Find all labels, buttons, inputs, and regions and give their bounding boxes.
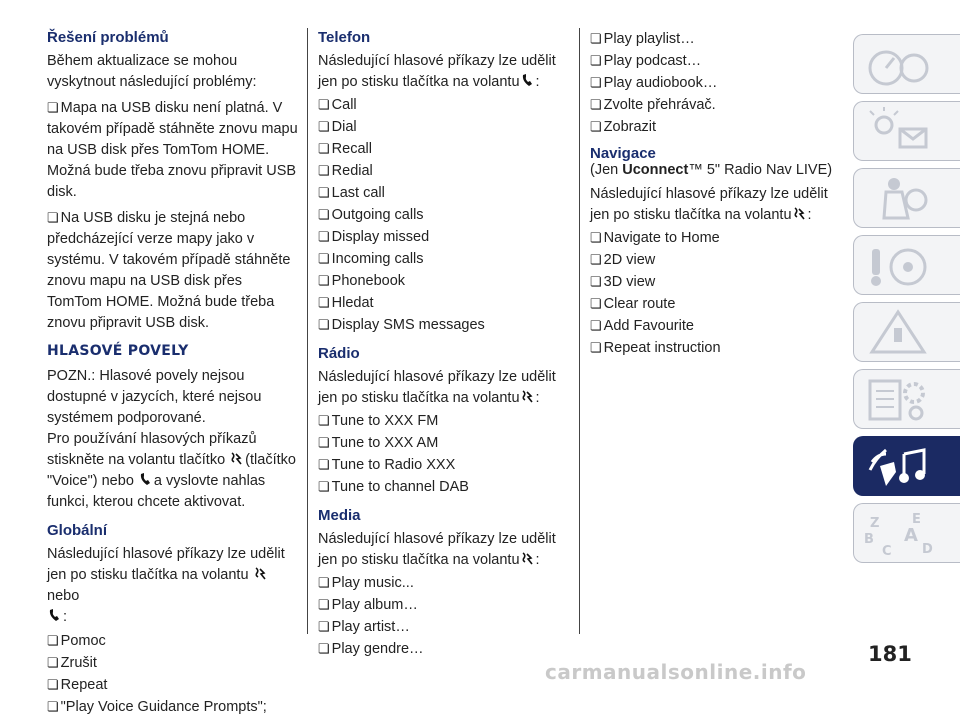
alphabet-index-icon [864, 509, 934, 559]
column-divider [307, 28, 308, 634]
list-item: ❏Hledat [318, 292, 573, 314]
media-list [318, 572, 573, 660]
voice-button-icon [793, 206, 807, 221]
list-item: ❏Recall [318, 138, 573, 160]
list-item: ❏Repeat instruction [590, 337, 840, 359]
list-item: ❏Play audiobook… [590, 72, 840, 94]
warning-lights-icon [864, 107, 934, 157]
svg-text:A: A [904, 525, 918, 546]
seat-airbag-icon [864, 174, 934, 224]
checkbox-icon [590, 337, 602, 359]
checkbox-icon [590, 293, 602, 315]
list-item: ❏Tune to XXX AM [318, 432, 573, 454]
svg-text:B: B [864, 532, 874, 547]
list-item: ❏Pomoc [47, 630, 299, 652]
checkbox-icon [318, 314, 330, 336]
checkbox-icon [590, 50, 602, 72]
phone-list [318, 94, 573, 336]
list-item: ❏Play artist… [318, 616, 573, 638]
phone-button-icon [139, 472, 153, 487]
dashboard-icon [864, 40, 934, 90]
list-item: ❏Repeat [47, 674, 299, 696]
list-item: ❏Display missed [318, 226, 573, 248]
warning-triangle-icon [864, 308, 934, 358]
list-item: ❏Incoming calls [318, 248, 573, 270]
checkbox-icon [318, 572, 330, 594]
voice-button-icon [521, 551, 535, 566]
column-2 [318, 28, 573, 660]
list-item: ❏Play playlist… [590, 28, 840, 50]
global-intro: Následující hlasové příkazy lze udělit jen po stisku tlačítka na volantu nebo : [47, 546, 285, 625]
list-item: ❏Navigate to Home [590, 227, 840, 249]
list-item: ❏Play podcast… [590, 50, 840, 72]
checkbox-icon [590, 249, 602, 271]
list-item: ❏Zobrazit [590, 116, 840, 138]
checkbox-icon [318, 638, 330, 660]
column-3 [590, 28, 840, 359]
watermark: carmanualsonline.info [545, 660, 807, 684]
checkbox-icon [318, 116, 330, 138]
checkbox-icon [318, 410, 330, 432]
list-item: ❏Zrušit [47, 652, 299, 674]
tab-multimedia[interactable] [853, 436, 960, 496]
tab-tools-maintenance[interactable] [853, 369, 960, 429]
list-item: ❏Last call [318, 182, 573, 204]
list-item: ❏3D view [590, 271, 840, 293]
list-item: ❏Zvolte přehrávač. [590, 94, 840, 116]
checkbox-icon [318, 616, 330, 638]
svg-text:C: C [882, 544, 892, 559]
column-divider [579, 28, 580, 634]
tools-maintenance-icon [864, 375, 934, 425]
radio-list [318, 410, 573, 498]
phone-intro: Následující hlasové příkazy lze udělit jen po stisku tlačítka na volantu : [318, 53, 556, 90]
voice-button-icon [230, 451, 244, 466]
list-item: ❏Add Favourite [590, 315, 840, 337]
navigation-subheading: (Jen Uconnect™ 5" Radio Nav LIVE) [590, 162, 833, 178]
checkbox-icon [47, 696, 59, 718]
checkbox-icon [47, 652, 59, 674]
list-item: ❏Clear route [590, 293, 840, 315]
note-unsupported-languages: POZN.: Hlasové povely nejsou dostupné v jazycích, které nejsou systémem podporované. [47, 368, 262, 426]
heading-global: Globální [47, 522, 107, 539]
note-usage: Pro používání hlasových příkazů stiskněte na volantu tlačítko (tlačítko "Voice") nebo a vyslovte nahlas funkci, kterou chcete aktivovat. [47, 431, 296, 510]
tab-alphabet-index[interactable] [853, 503, 960, 563]
tab-key-steering[interactable] [853, 235, 960, 295]
media-intro: Následující hlasové příkazy lze udělit jen po stisku tlačítka na volantu : [318, 531, 556, 568]
svg-text:Z: Z [870, 516, 880, 531]
tab-warning-triangle[interactable] [853, 302, 960, 362]
phone-button-icon [521, 73, 535, 88]
key-steering-icon [864, 241, 934, 291]
checkbox-icon [590, 271, 602, 293]
checkbox-icon [47, 630, 59, 652]
checkbox-icon [318, 248, 330, 270]
global-list [47, 630, 299, 718]
checkbox-icon [318, 432, 330, 454]
heading-navigation: Navigace [590, 145, 656, 162]
radio-intro: Následující hlasové příkazy lze udělit jen po stisku tlačítka na volantu : [318, 369, 556, 406]
list-item: ❏Play gendre… [318, 638, 573, 660]
list-item: ❏Play album… [318, 594, 573, 616]
voice-button-icon [521, 389, 535, 404]
heading-phone: Telefon [318, 29, 371, 46]
tab-dashboard[interactable] [853, 34, 960, 94]
checkbox-icon [590, 227, 602, 249]
list-item: ❏Tune to XXX FM [318, 410, 573, 432]
problem-2: ❏Na USB disku je stejná nebo předcházející verze mapy jako v systému. V takovém případě stáhněte znovu mapu na USB disk přes TomTom HOME. Možná bude třeba znovu připravit USB disk. [47, 207, 299, 334]
list-item: ❏Play music... [318, 572, 573, 594]
checkbox-icon [318, 270, 330, 292]
heading-radio: Rádio [318, 345, 360, 362]
media-list-continued [590, 28, 840, 138]
phone-button-icon [48, 608, 62, 623]
voice-button-icon [254, 566, 268, 581]
heading-media: Media [318, 507, 361, 524]
checkbox-icon [590, 72, 602, 94]
list-item: ❏"Play Voice Guidance Prompts"; [47, 696, 299, 718]
tab-seat-airbag[interactable] [853, 168, 960, 228]
list-item: ❏Display SMS messages [318, 314, 573, 336]
checkbox-icon [590, 94, 602, 116]
checkbox-icon [318, 138, 330, 160]
column-1 [47, 28, 299, 718]
troubleshoot-intro: Během aktualizace se mohou vyskytnout následující problémy: [47, 53, 257, 90]
checkbox-icon [318, 292, 330, 314]
problem-1: ❏Mapa na USB disku není platná. V takovém případě stáhněte znovu mapu na USB disk přes TomTom HOME. Možná bude třeba znovu připravit USB disk. [47, 97, 299, 203]
checkbox-icon [590, 116, 602, 138]
checkbox-icon [318, 476, 330, 498]
checkbox-icon [318, 226, 330, 248]
checkbox-icon [47, 674, 59, 696]
multimedia-icon [864, 442, 934, 492]
navigation-list [590, 227, 840, 359]
checkbox-icon [318, 94, 330, 116]
checkbox-icon [590, 28, 602, 50]
tab-warning-lights[interactable] [853, 101, 960, 161]
list-item: ❏Phonebook [318, 270, 573, 292]
navigation-intro: Následující hlasové příkazy lze udělit jen po stisku tlačítka na volantu : [590, 186, 828, 223]
list-item: ❏Outgoing calls [318, 204, 573, 226]
list-item: ❏2D view [590, 249, 840, 271]
checkbox-icon [318, 204, 330, 226]
list-item: ❏Dial [318, 116, 573, 138]
svg-text:D: D [922, 542, 933, 557]
svg-text:E: E [912, 512, 921, 527]
list-item: ❏Redial [318, 160, 573, 182]
list-item: ❏Call [318, 94, 573, 116]
page-number: 181 [868, 642, 912, 666]
list-item: ❏Tune to channel DAB [318, 476, 573, 498]
checkbox-icon [47, 207, 59, 229]
checkbox-icon [318, 454, 330, 476]
list-item: ❏Tune to Radio XXX [318, 454, 573, 476]
checkbox-icon [590, 315, 602, 337]
checkbox-icon [318, 182, 330, 204]
checkbox-icon [47, 97, 59, 119]
heading-voice-commands: HLASOVÉ POVELY [47, 343, 189, 359]
heading-troubleshoot: Řešení problémů [47, 29, 169, 46]
checkbox-icon [318, 160, 330, 182]
chapter-tabs [853, 34, 960, 570]
checkbox-icon [318, 594, 330, 616]
